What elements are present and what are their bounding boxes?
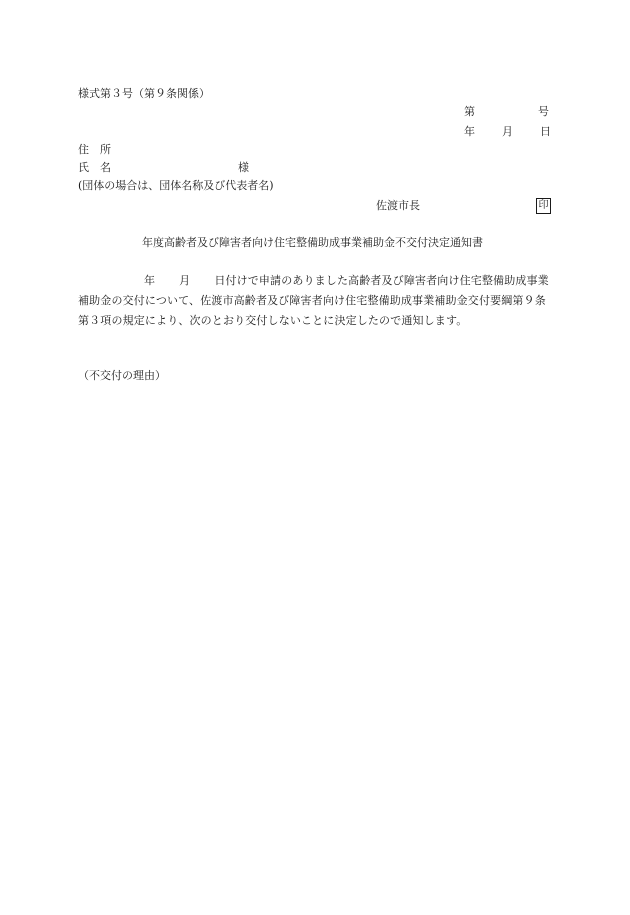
seal-icon: 印 <box>536 198 551 214</box>
number-prefix: 第 <box>464 105 475 118</box>
organization-note: (団体の場合は、団体名称及び代表者名) <box>78 179 274 192</box>
number-suffix: 号 <box>538 105 549 118</box>
name-label: 氏 名 <box>78 161 111 174</box>
date-month: 月 <box>502 125 513 138</box>
address-label: 住 所 <box>78 143 111 156</box>
body-year: 年 <box>144 274 156 287</box>
body-month: 月 <box>179 274 191 287</box>
document-title: 年度高齢者及び障害者向け住宅整備助成事業補助金不交付決定通知書 <box>142 236 483 249</box>
seal-mark <box>536 197 551 214</box>
name-suffix: 様 <box>238 161 249 174</box>
date-day: 日 <box>540 125 551 138</box>
body-text: 日付けで申請のありました高齢者及び障害者向け住宅整備助成事業補助金の交付について、佐渡市高齢者及び障害者向け住宅整備助成事業補助金交付要綱第９条第３項の規定により、次のとおり交付しないことに決定したので通知します。 <box>78 274 549 327</box>
issuer: 佐渡市長 <box>376 199 420 212</box>
form-label: 様式第３号（第９条関係） <box>78 87 210 100</box>
date-year: 年 <box>464 125 475 138</box>
body-paragraph <box>78 271 552 331</box>
reason-label: （不交付の理由） <box>78 369 166 382</box>
